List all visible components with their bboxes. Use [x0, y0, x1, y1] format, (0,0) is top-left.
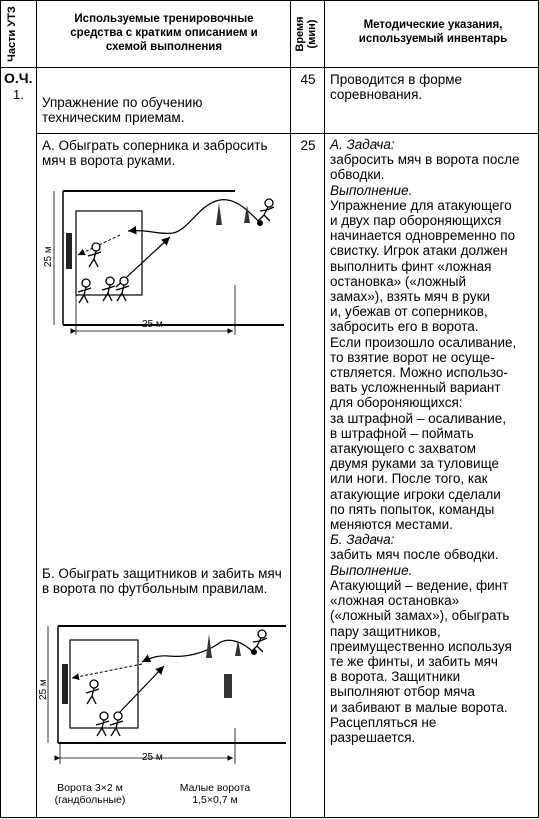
shot-arrow: [118, 666, 164, 714]
diagram-b: [38, 618, 288, 768]
notes-line: ствляется. Можно использо-: [330, 365, 508, 381]
table-border-bottom: [0, 817, 539, 818]
notes-line: («ложный замах»), обыграть: [330, 608, 510, 624]
notes-line: замах»), взять мяч в руки: [330, 289, 491, 305]
notes-line: двумя руками за туловище: [330, 456, 500, 472]
row-separator: [37, 133, 539, 134]
defender-figure-1: [86, 680, 99, 704]
notes-line: вать усложненный вариант: [330, 380, 501, 396]
diagram-a: [38, 185, 288, 335]
pass-arrow: [72, 664, 142, 678]
notes-line: те же финты, и забить мяч: [330, 653, 498, 669]
notes-line: для обороняющихся:: [330, 395, 463, 411]
bottom-label: 25 м: [142, 752, 163, 763]
section-number: 1.: [13, 87, 24, 102]
notes-line: в штрафной – поймать: [330, 425, 474, 441]
defender-figure-4: [116, 277, 129, 301]
part-a-title: А. Обыграть соперника и забросить мяч в ворота руками.: [42, 138, 268, 169]
part-b-title: Б. Обыграть защитников и забить мяч в ворота по футбольным правилам.: [42, 566, 282, 597]
defender-figure-3: [110, 712, 123, 736]
table-border-top: [0, 0, 539, 1]
notes-line: пару защитников,: [330, 623, 441, 639]
handball-goal: [62, 664, 68, 704]
table-border-left: [0, 0, 1, 818]
notes-line: за штрафной – осаливание,: [330, 410, 507, 426]
notes-line: атакующего с захватом: [330, 441, 477, 457]
notes-line: начинается одновременно по: [330, 228, 516, 244]
caption-goal-size-line2: (гандбольные): [54, 794, 126, 806]
side-label: 25 м: [43, 246, 54, 267]
header-parts: Части УТЗ: [6, 6, 18, 62]
notes-line: Расцепляться не: [330, 714, 437, 730]
caption-goal-size: [40, 782, 140, 806]
notes-line: Упражнение для атакующего: [330, 197, 512, 213]
defender-figure-2: [96, 712, 109, 736]
col-divider-2: [290, 0, 291, 818]
goal-a: [66, 233, 72, 269]
notes-line: выполняют отбор мяча: [330, 684, 475, 700]
notes-line: Выполнение.: [330, 182, 413, 198]
notes-line: разрешается.: [330, 729, 416, 745]
row1-notes: Проводится в форме соревнования.: [330, 72, 463, 103]
caption-small-goal-line1: Малые ворота: [179, 782, 251, 794]
notes-line: или ноги. После того, как: [330, 471, 488, 487]
bottom-label: 25 м: [142, 319, 163, 330]
cone-1: [216, 203, 222, 225]
notes-line: Выполнение.: [330, 562, 413, 578]
section-code: О.Ч.: [4, 70, 33, 86]
header-notes: Методические указания, используемый инвентарь: [358, 19, 508, 45]
defender-figure-2: [78, 279, 91, 303]
exercise-title: Упражнение по обучению техническим приемам.: [42, 95, 203, 126]
defender-figure-1: [88, 243, 101, 267]
attacker-figure: [251, 630, 267, 652]
notes-line: атакующие игроки сделали: [330, 486, 501, 502]
notes-line: в ворота. Защитники: [330, 669, 461, 685]
notes-line: забросить мяч в ворота после: [330, 152, 520, 168]
defender-figure-3: [102, 277, 115, 301]
notes-line: выполнить финт «ложная: [330, 258, 492, 274]
notes-line: обводки.: [330, 167, 385, 183]
notes-line: Если произошло осаливание,: [330, 334, 517, 350]
notes-line: забить мяч после обводки.: [330, 547, 499, 563]
notes-line: и забивают в малые ворота.: [330, 699, 508, 715]
attacker-figure: [258, 199, 274, 221]
dribble-path: [128, 200, 260, 234]
notes-line: Атакующий – ведение, финт: [330, 577, 509, 593]
notes-line: забросить его в ворота.: [330, 319, 479, 335]
header-means: Используемые тренировочные средства с кратким описанием и схемой выполнения: [70, 13, 258, 53]
side-label: 25 м: [38, 679, 49, 700]
notes-line: то взятие ворот не осуще-: [330, 349, 495, 365]
notes-line: Б. Задача:: [330, 532, 395, 548]
caption-small-goal: [165, 782, 265, 806]
notes-line: меняются местами.: [330, 517, 453, 533]
cone-2: [244, 205, 250, 223]
col-divider-3: [324, 0, 325, 818]
notes-line: преимущественно используя: [330, 638, 512, 654]
row2-notes: [330, 137, 536, 745]
small-goal: [224, 674, 232, 698]
notes-line: и двух пар обороняющихся: [330, 213, 502, 229]
caption-small-goal-line2: 1,5×0,7 м: [192, 794, 238, 806]
cone-1: [206, 634, 212, 658]
notes-line: и, убежав от соперников,: [330, 304, 488, 320]
caption-goal-size-line1: Ворота 3×2 м: [57, 782, 123, 794]
notes-line: остановка» («ложный: [330, 273, 467, 289]
header-time: Время (мин): [294, 16, 318, 52]
notes-line: «ложная остановка»: [330, 593, 460, 609]
row2-time: 25: [300, 138, 316, 153]
col-divider-1: [36, 0, 37, 818]
notes-line: А. Задача:: [330, 137, 395, 152]
notes-line: по пять попыток, команды: [330, 501, 495, 517]
row1-time: 45: [300, 72, 316, 87]
header-separator: [0, 67, 539, 68]
notes-line: свистку. Игрок атаки должен: [330, 243, 508, 259]
